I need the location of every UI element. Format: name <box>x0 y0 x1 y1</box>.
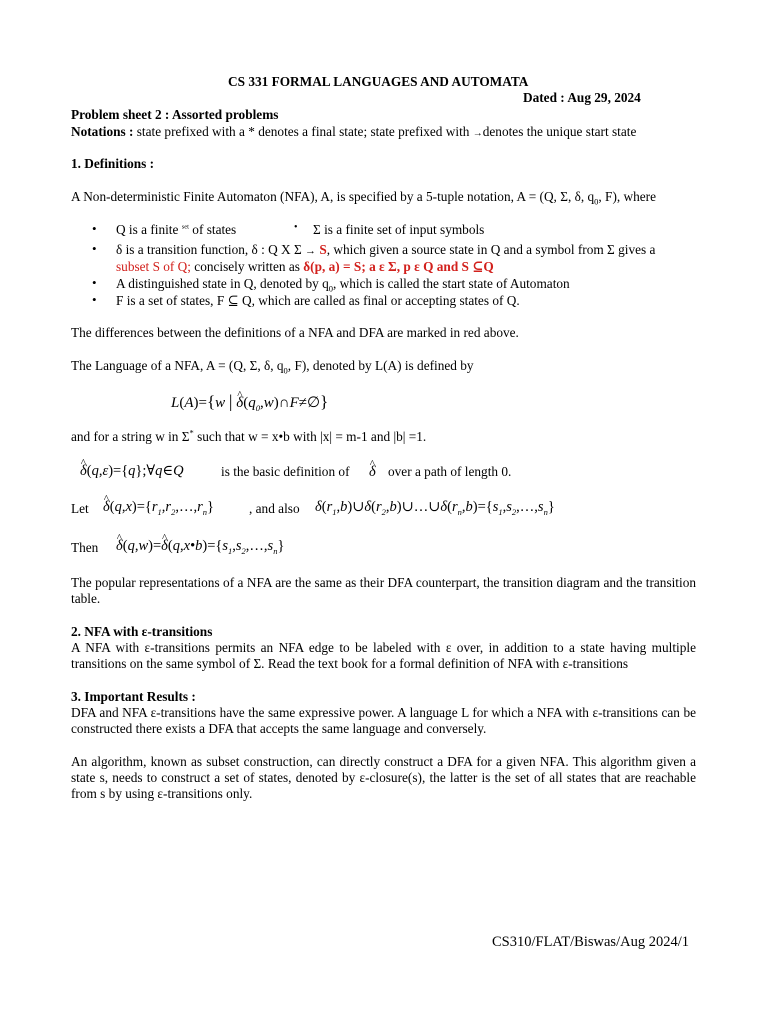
bullet-transition <box>116 242 655 259</box>
bullet-final-states: F is a set of states, F ⊆ Q, which are called as final or accepting states of Q. <box>116 293 520 308</box>
bullet-start-state <box>116 276 570 292</box>
section3-paragraph-1: DFA and NFA ε-transitions have the same expressive power. A language L for which a NFA with ε-transitions can be constructed there exists a DFA that accepts the same language and conversely. <box>71 705 696 736</box>
b1-sup: set <box>181 223 189 231</box>
page-footer: CS310/FLAT/Biswas/Aug 2024/1 <box>492 934 689 950</box>
start-arrow-icon: → <box>472 128 483 139</box>
let-word: Let <box>71 501 89 516</box>
bullet-icon: • <box>294 222 298 233</box>
language-intro <box>71 358 474 374</box>
bullet-icon: • <box>92 292 97 307</box>
b2-text-b: , which given a source state in Q and a symbol from Σ gives a <box>326 242 656 257</box>
b1-text-a: Q is a finite <box>116 222 182 237</box>
b1-text-b: of states <box>188 222 237 237</box>
intro-sub: 0 <box>594 196 599 207</box>
union-formula: $\delta(r_1,b)\cup\delta(r_2,b)\cup\dots\cup\delta(r_n,b)=\{s_1,s_2,\dots,s_n\}$ <box>315 499 555 517</box>
bullet-icon: • <box>92 275 97 290</box>
intro-text: A Non-deterministic Finite Automaton (NFA), A, is specified by a 5-tuple notation, A = (Q, Σ, δ, q <box>71 189 595 204</box>
string-b: such that w = x•b with |x| = m-1 and |b| =1. <box>193 429 427 444</box>
base-text: is the basic definition of <box>221 464 350 479</box>
b3-text-a: A distinguished state in Q, denoted by q <box>116 276 329 291</box>
then-word: Then <box>71 540 99 555</box>
and-also: , and also <box>249 501 300 516</box>
arrow-icon: → <box>305 245 317 257</box>
string-line <box>71 429 426 445</box>
string-a: and for a string w in Σ <box>71 429 190 444</box>
lang-intro-b: , F), denoted by L(A) is defined by <box>287 358 474 373</box>
b2-text-c: concisely written as <box>190 259 304 274</box>
b3-text-b: , which is called the start state of Automaton <box>332 276 570 291</box>
b3-sub: 0 <box>328 283 333 294</box>
lang-intro-sub: 0 <box>283 365 288 376</box>
language-formula: L(A)={w | ^ $\delta(q_0,w)\cap F\ne\emptyset$} <box>171 392 328 412</box>
bullet-states <box>116 222 236 238</box>
base-formula: ^ δ(q,ε)={q};∀q∈Q <box>80 463 184 479</box>
bullet-transition-cont <box>116 259 494 275</box>
popular-paragraph: The popular representations of a NFA are the same as their DFA counterpart, the transition diagram and the transition table. <box>71 575 696 606</box>
differences-text: The differences between the definitions of a NFA and DFA are marked in red above. <box>71 325 519 340</box>
intro-end: , F), where <box>598 189 657 204</box>
b2-formula: δ(p, a) = S; a ε Σ, p ε Q and S ⊆Q <box>303 259 494 274</box>
section3-heading: 3. Important Results : <box>71 689 196 704</box>
section3-paragraph-2: An algorithm, known as subset construction, can directly construct a DFA for a given NFA. This algorithm given a state s, needs to construct a set of states, denoted by ε-closure(s), the latter is the set of all states that are reachable from s by using ε-transitions only. <box>71 754 696 801</box>
notations-text-a: state prefixed with a * denotes a final state; state prefixed with <box>133 124 473 139</box>
b2-red-text: subset S of Q; <box>116 259 191 274</box>
section1-heading: 1. Definitions : <box>71 156 155 171</box>
section2-body: A NFA with ε-transitions permits an NFA edge to be labeled with ε over, in addition to a state having multiple transitions on the same symbol of Σ. Read the text book for a formal definition of NFA with ε-transitions <box>71 640 696 671</box>
date-line: Dated : Aug 29, 2024 <box>523 90 641 105</box>
notations-line <box>71 124 636 142</box>
notations-text-b: denotes the unique start state <box>482 124 637 139</box>
b2-text-a: δ is a transition function, δ : Q X Σ <box>116 242 306 257</box>
delta-hat-symbol: ^ δ <box>369 464 376 480</box>
lang-intro-a: The Language of a NFA, A = (Q, Σ, δ, q <box>71 358 284 373</box>
nfa-definition-intro <box>71 189 656 205</box>
b2-S: S <box>316 242 327 257</box>
base-end: over a path of length 0. <box>388 464 512 479</box>
section2-heading: 2. NFA with ε-transitions <box>71 624 213 639</box>
bullet-icon: • <box>92 241 97 256</box>
course-title: CS 331 FORMAL LANGUAGES AND AUTOMATA <box>228 74 529 89</box>
string-sup: * <box>189 427 194 438</box>
then-formula: ^ δ(q,w)=^ $\delta(q,x•b)=\{s_1,s_2,\dots,s_n\}$ <box>116 538 284 554</box>
bullet-icon: • <box>92 221 97 236</box>
bullet-alphabet: Σ is a finite set of input symbols <box>313 222 485 237</box>
notations-label: Notations : <box>71 124 134 139</box>
let-formula: ^ $\delta(q,x)=\{r_1,r_2,\dots,r_n\}$ <box>103 499 214 515</box>
sheet-title: Problem sheet 2 : Assorted problems <box>71 107 279 122</box>
